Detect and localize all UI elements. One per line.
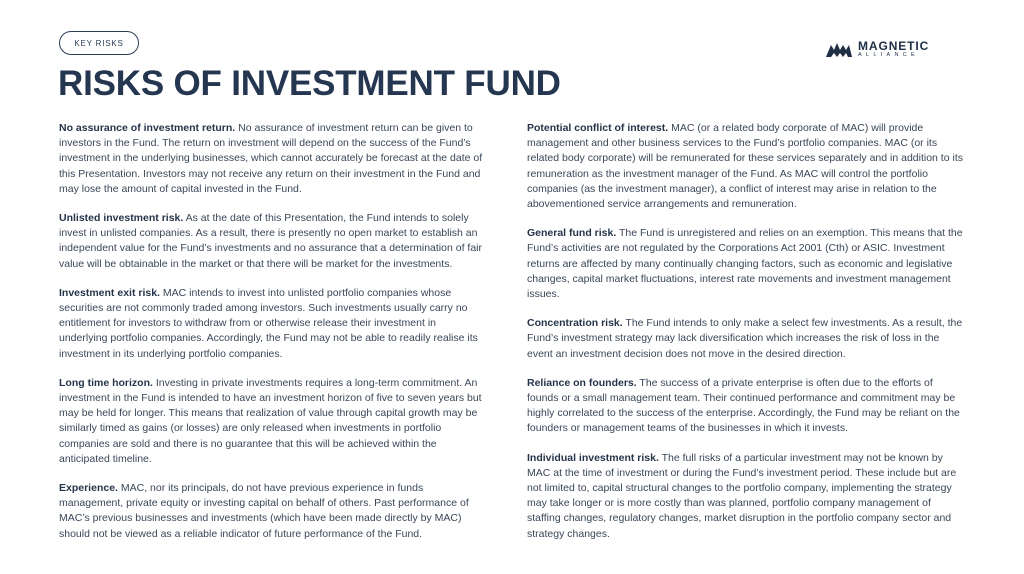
risk-paragraph-no-assurance (59, 121, 487, 197)
risk-heading: General fund risk. (527, 227, 617, 240)
risk-paragraph-general-fund (527, 226, 965, 302)
risk-heading: Reliance on founders. (527, 376, 637, 389)
risk-heading: Long time horizon. (59, 376, 153, 389)
risk-text: No assurance of investment return can be given to investors in the Fund. The return on investment will depend on the success of the Fund’s investment in the underlying businesses, which cannot accurately be forecast at the date of this Presentation. Investors may not receive any return on their investment in the Fund and may lose the amount of capital invested in the Fund. (59, 122, 483, 195)
key-risks-tag (59, 31, 139, 55)
right-risk-column (527, 121, 965, 556)
risk-text: The Fund is unregistered and relies on an exemption. This means that the Fund’s activities are not regulated by the Corporations Act 2001 (Cth) or ASIC. Investment returns are affected by many continually changing factors, such as economic and legislative changes, capital market fluctuations, interest rate movements and investment management issues. (527, 227, 963, 301)
risk-text: MAC, nor its principals, do not have previous experience in funds management, private equity or investing capital on behalf of others. Past performance of MAC’s previous businesses and investments (which have been made directly by MAC) should not be viewed as a reliable indicator of future performance of the Fund. (59, 482, 469, 540)
risk-heading: Investment exit risk. (59, 286, 160, 299)
risk-text: Investing in private investments requires a long-term commitment. An investment in the Fund is intended to have an investment horizon of five to seven years but may be held for longer. This means that realization of value through capital growth may be similarly timed as gains (or losses) are only released when investments in portfolio companies are sold and there is no guarantee that this will be achieved within the anticipated timeline. (59, 376, 482, 465)
risk-text: The success of a private enterprise is often due to the efforts of founds or a small management team. Their continued performance and commitment may be highly correlated to the success of the enterprise. Accordingly, the Fund may be reliant on the founders or management teams of the businesses in which it invests. (527, 376, 960, 435)
risk-paragraph-founders (527, 376, 965, 437)
risk-paragraph-conflict (527, 121, 965, 212)
risk-text: MAC intends to invest into unlisted portfolio companies whose securities are not commonly traded among investors. Such investments usually carry no entitlement for investors to withdraw from or otherwise release their investment in underlying portfolio companies. Accordingly, the Fund may not be able to readily realise its investment in its underlying portfolio companies. (59, 286, 478, 360)
risk-text: As at the date of this Presentation, the Fund intends to solely invest in unlisted companies. As a result, there is presently no open market to establish an independent value for the Fund’s investments and no assurance that a determination of fair value will be obtainable in the market or that there will be market for the investments. (59, 212, 482, 270)
risk-paragraph-concentration (527, 316, 965, 362)
risk-paragraph-unlisted (59, 211, 487, 272)
risk-paragraph-exit (59, 286, 487, 362)
logo-name-line1: MAGNETIC (858, 39, 930, 53)
risk-heading: Concentration risk. (527, 317, 623, 330)
magnetic-alliance-logo (826, 40, 929, 59)
risk-paragraph-time-horizon (59, 376, 487, 467)
risk-heading: Individual investment risk. (527, 451, 659, 464)
magnetic-alliance-logo-icon (826, 41, 852, 57)
risk-heading: Potential conflict of interest. (527, 122, 669, 134)
risk-heading: Experience. (59, 482, 118, 495)
risk-paragraph-experience (59, 481, 487, 542)
key-risks-tag-label: KEY RISKS (74, 38, 124, 48)
risk-text: The Fund intends to only make a select few investments. As a result, the Fund’s investment strategy may lack diversification which increases the risk of loss in the event an investment decision does not move in the desired direction. (527, 317, 963, 360)
risk-heading: Unlisted investment risk. (59, 212, 184, 225)
risk-text: The full risks of a particular investment may not be known by MAC at the time of investment or during the Fund’s investment period. These include but are not limited to, capital structural changes to the portfolio company, implementing the strategy may take longer or is more costly than was planned, portfolio company management of staffing changes, regulatory changes, market disruption in the portfolio company sector and strategy changes. (527, 451, 957, 540)
risk-heading: No assurance of investment return. (59, 122, 236, 134)
left-risk-column (59, 121, 487, 556)
risk-text: MAC (or a related body corporate of MAC) will provide management and other business services to the Fund’s portfolio companies. MAC (or its related body corporate) will be remunerated for these services separately and in addition to its remuneration as the investment manager of the Fund. As MAC will control the portfolio companies (as the investment manager), a conflict of interest may arise in relation to the abovementioned service arrangements and remuneration. (527, 122, 963, 211)
logo-name-line2: ALLIANCE (858, 52, 919, 58)
risk-paragraph-individual (527, 451, 965, 542)
page-title: RISKS OF INVESTMENT FUND (58, 64, 561, 103)
